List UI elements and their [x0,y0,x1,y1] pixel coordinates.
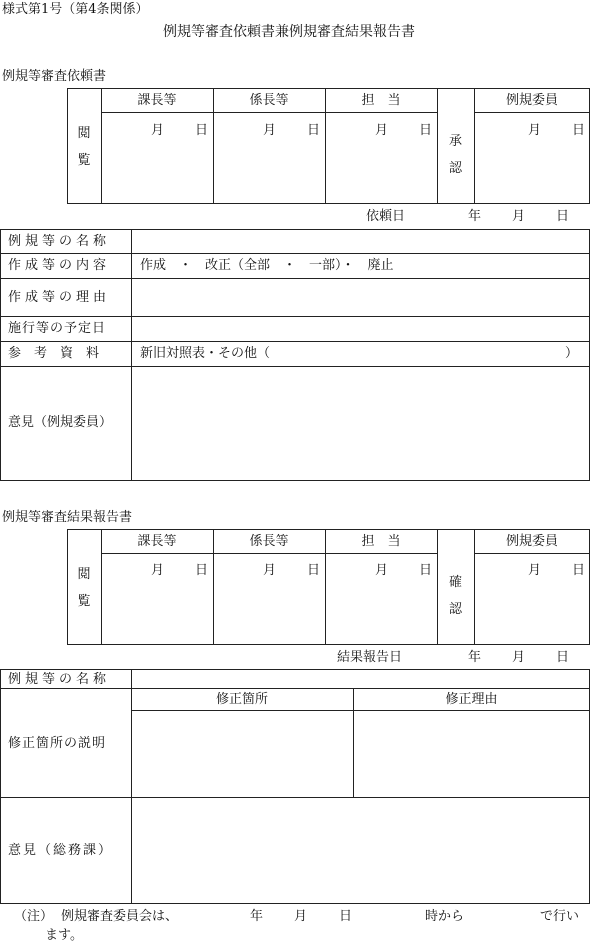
result-date-month: 月 [375,563,389,578]
result-fix-col-location: 修正箇所 [215,692,268,707]
request-col-staff: 担 当 [361,93,401,108]
request-reference-close: ） [565,346,579,361]
note-day: 日 [339,909,353,924]
result-date-day: 日 [556,650,570,665]
note-month: 月 [294,909,308,924]
result-fix-label: 修正箇所の説明 [8,736,107,751]
request-name-label: 例規等の名称 [8,234,111,249]
result-date-year: 年 [468,650,482,665]
request-date-month: 月 [375,123,389,138]
result-date-label: 結果報告日 [337,650,403,665]
request-date-month: 月 [512,209,526,224]
note-year: 年 [250,909,264,924]
request-date-day: 日 [307,123,321,138]
result-date-day: 日 [195,563,209,578]
request-opinion-label: 意見（例規委員） [8,415,113,430]
result-section-title: 例規等審査結果報告書 [2,510,133,525]
request-date-month: 月 [263,123,277,138]
result-col-staff: 担 当 [361,534,401,549]
note-tail: で行い [540,909,580,924]
result-col-section-chief: 課長等 [137,534,177,549]
note-text: 例規審査委員会は、 [61,909,179,924]
request-date-month: 月 [151,123,165,138]
note-time: 時から [425,909,465,924]
result-opinion-label: 意見（総務課） [8,843,114,858]
note-prefix: （注） [14,909,54,924]
result-date-day: 日 [572,563,586,578]
request-col-committee: 例規委員 [505,93,558,108]
request-reason-label: 作成等の理由 [8,290,111,305]
note-line2: ます。 [45,928,83,943]
request-col-section-chief: 課長等 [137,93,177,108]
result-col-subsection-chief: 係長等 [249,534,289,549]
form-number: 様式第1号（第4条関係） [2,2,149,17]
result-date-month: 月 [151,563,165,578]
request-section-title: 例規等審査依頼書 [2,69,107,84]
request-date-day: 日 [419,123,433,138]
result-date-month: 月 [263,563,277,578]
request-reference-label: 参 考 資 料 [8,346,100,361]
request-date-day: 日 [195,123,209,138]
request-content-value: 作成 ・ 改正（全部 ・ 一部）・ 廃止 [140,258,394,273]
request-date-month: 月 [528,123,542,138]
document-title: 例規等審査依頼書兼例規審査結果報告書 [163,24,415,40]
request-reference-value: 新旧対照表・その他（ [140,346,271,361]
result-fix-col-reason: 修正理由 [445,692,498,707]
request-date-day: 日 [572,123,586,138]
result-date-day: 日 [307,563,321,578]
result-date-month: 月 [528,563,542,578]
result-date-day: 日 [419,563,433,578]
result-date-month: 月 [512,650,526,665]
request-approve-label: 承 認 [448,134,462,176]
request-date-label: 依頼日 [366,209,406,224]
request-schedule-label: 施行等の予定日 [8,321,107,336]
request-col-subsection-chief: 係長等 [249,93,289,108]
request-view-label: 閲 覧 [77,126,91,168]
request-date-day: 日 [556,209,570,224]
result-confirm-label: 確 認 [448,575,462,617]
result-name-label: 例規等の名称 [8,672,111,687]
result-col-committee: 例規委員 [505,534,558,549]
request-content-label: 作成等の内容 [8,258,111,273]
result-view-label: 閲 覧 [77,567,91,609]
request-date-year: 年 [468,209,482,224]
